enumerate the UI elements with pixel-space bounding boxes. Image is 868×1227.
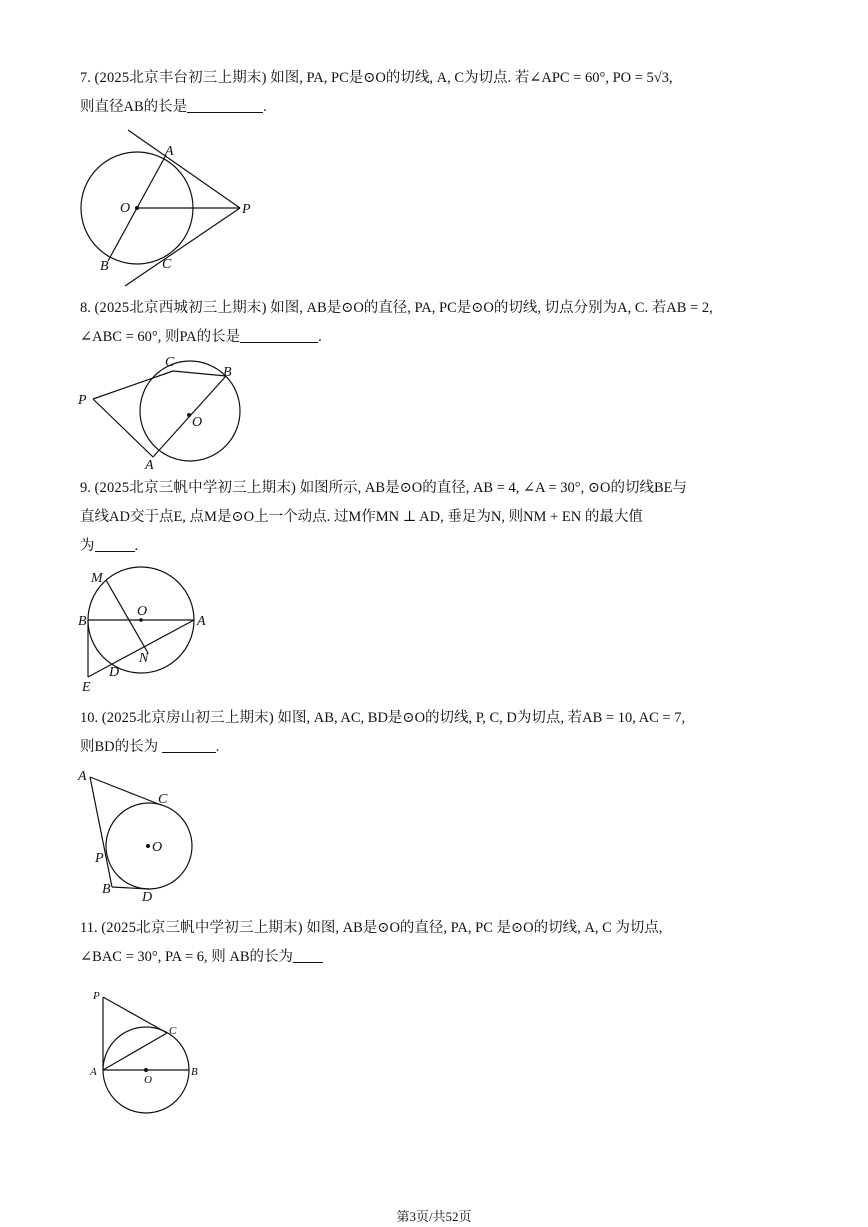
- center-dot: [135, 206, 139, 210]
- label-d: D: [109, 665, 120, 680]
- chord-ac: [103, 1033, 167, 1070]
- answer-blank[interactable]: [162, 737, 216, 753]
- question-9: [80, 474, 792, 561]
- label-b: B: [78, 614, 87, 629]
- label-c: C: [165, 355, 175, 370]
- tangent-pc: [103, 997, 167, 1033]
- tangent-pa: [93, 399, 153, 457]
- question-text-line: [80, 733, 792, 762]
- label-o: O: [144, 1074, 152, 1086]
- label-e: E: [82, 680, 91, 695]
- question-source: (2025北京西城初三上期末): [94, 300, 267, 316]
- figure-q11: [86, 985, 216, 1120]
- question-text-line: [80, 93, 792, 122]
- label-p: P: [78, 393, 87, 408]
- question-10: [80, 704, 792, 762]
- question-body: 如图, AB是⊙O的直径, PA, PC是⊙O的切线, 切点分别为A, C. 若AB = 2,: [270, 300, 713, 316]
- figure-q7: [70, 125, 270, 290]
- question-text-line: [80, 323, 792, 352]
- label-o: O: [120, 201, 131, 216]
- label-d: D: [142, 890, 153, 905]
- question-text-line: [80, 474, 792, 503]
- label-p: P: [93, 990, 100, 1002]
- label-b: B: [223, 365, 232, 380]
- question-body: 如图, AB是⊙O的直径, PA, PC 是⊙O的切线, A, C 为切点,: [306, 920, 663, 936]
- label-o: O: [137, 604, 148, 619]
- question-tail: .: [318, 329, 322, 345]
- question-body: 如图所示, AB是⊙O的直径, AB = 4, ∠A = 30°, ⊙O的切线BE与: [299, 480, 687, 496]
- label-o: O: [152, 840, 163, 855]
- question-tail: .: [215, 739, 220, 755]
- question-body: 为: [80, 538, 95, 554]
- label-b: B: [100, 259, 109, 274]
- question-7: [80, 64, 792, 122]
- center-dot: [146, 844, 150, 848]
- label-c: C: [158, 792, 168, 807]
- question-source: (2025北京三帆中学初三上期末): [94, 480, 297, 496]
- question-number: 10.: [80, 710, 99, 726]
- label-a: A: [197, 614, 206, 629]
- label-c: C: [162, 257, 172, 272]
- label-a: A: [145, 458, 154, 473]
- question-text-line: [80, 914, 792, 943]
- question-number: 7.: [80, 70, 91, 86]
- label-a: A: [165, 144, 174, 159]
- label-p: P: [95, 851, 104, 866]
- question-11: [80, 914, 792, 972]
- center-dot: [144, 1068, 148, 1072]
- page-footer: [0, 1206, 868, 1225]
- answer-blank[interactable]: [95, 536, 135, 552]
- question-text-line: [80, 294, 792, 323]
- label-n: N: [139, 651, 149, 666]
- question-text-line: [80, 704, 792, 733]
- tangent-pc: [93, 371, 173, 399]
- label-b: B: [102, 882, 111, 897]
- question-body: ∠BAC = 30°, PA = 6, 则 AB的长为: [80, 949, 294, 965]
- question-tail: .: [263, 99, 267, 115]
- figure-q10: [76, 765, 216, 905]
- question-text-line: [80, 503, 792, 532]
- question-source: (2025北京房山初三上期末): [101, 710, 274, 726]
- label-a: A: [90, 1066, 97, 1078]
- tangent-pc: [125, 208, 240, 286]
- figure-q8: [75, 352, 255, 472]
- figure-q9: [76, 566, 216, 696]
- question-8: [80, 294, 792, 352]
- question-body: 如图, AB, AC, BD是⊙O的切线, P, C, D为切点, 若AB = 10, AC = 7,: [277, 710, 686, 726]
- answer-blank[interactable]: [187, 97, 263, 113]
- label-m: M: [91, 571, 103, 586]
- label-a: A: [78, 769, 87, 784]
- answer-blank[interactable]: [293, 947, 323, 963]
- label-o: O: [192, 415, 203, 430]
- tangent-bd: [112, 887, 149, 889]
- question-body: 如图, PA, PC是⊙O的切线, A, C为切点. 若∠APC = 60°, PO = 5√3,: [270, 70, 673, 86]
- question-body: 则直径AB的长是: [80, 99, 188, 115]
- question-number: 8.: [80, 300, 91, 316]
- tangent-pa: [128, 130, 240, 208]
- question-number: 11.: [80, 920, 98, 936]
- question-text-line: [80, 943, 792, 972]
- chord-cb: [173, 371, 226, 376]
- center-dot: [187, 413, 191, 417]
- question-body: ∠ABC = 60°, 则PA的长是: [80, 329, 241, 345]
- question-text-line: [80, 64, 792, 93]
- tangent-ac: [90, 777, 161, 805]
- label-b: B: [191, 1066, 198, 1078]
- question-body: 直线AD交于点E, 点M是⊙O上一个动点. 过M作MN ⊥ AD, 垂足为N, 则NM + EN 的最大值: [80, 509, 643, 525]
- label-c: C: [169, 1025, 177, 1037]
- question-source: (2025北京三帆中学初三上期末): [101, 920, 303, 936]
- label-p: P: [242, 202, 251, 217]
- question-number: 9.: [80, 480, 91, 496]
- line-ad: [88, 620, 194, 677]
- question-source: (2025北京丰台初三上期末): [94, 70, 267, 86]
- question-tail: .: [134, 538, 139, 554]
- question-body: 则BD的长为: [80, 739, 162, 755]
- question-text-line: [80, 532, 792, 561]
- answer-blank[interactable]: [240, 327, 318, 343]
- page-number: 第3页/共52页: [396, 1209, 472, 1224]
